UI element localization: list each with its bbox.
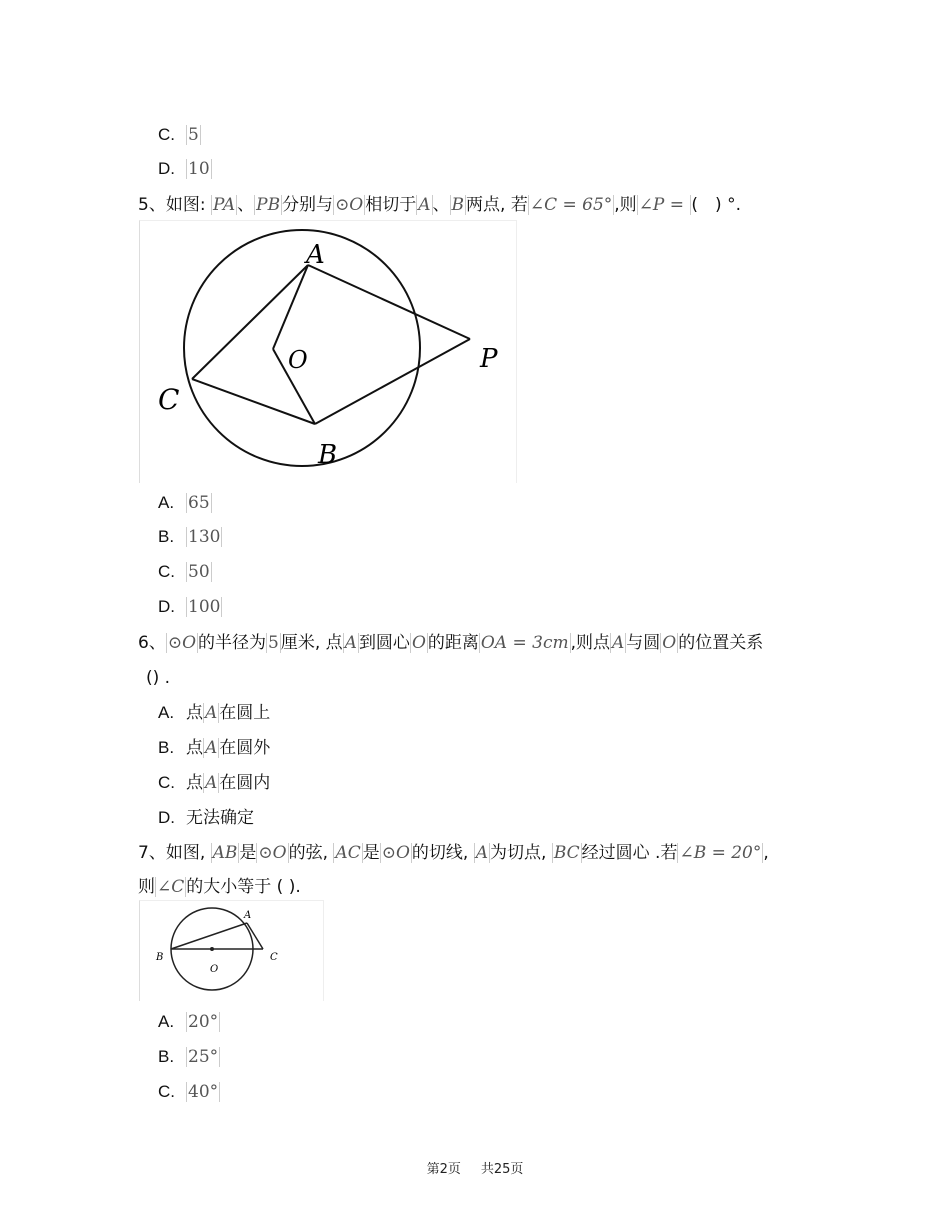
text: 相切于 <box>365 195 417 215</box>
q7-tangent-ac <box>247 923 263 949</box>
q7-figure <box>139 900 324 1001</box>
text: 与圆 <box>626 633 661 653</box>
page-total: 共25页 <box>480 1162 524 1177</box>
q7-stem <box>138 842 769 864</box>
option-value: 100 <box>188 597 221 617</box>
text: 是 <box>239 843 257 863</box>
option-value: 50 <box>188 562 210 582</box>
text: 点 <box>186 738 203 758</box>
q5-tangent-pa <box>308 265 470 339</box>
option-letter: C. <box>158 1082 175 1101</box>
q4-option-c <box>158 124 201 146</box>
q5-stem <box>138 194 741 216</box>
q7-label-c: C <box>270 952 278 963</box>
math: A <box>475 843 488 863</box>
math: O <box>662 633 677 653</box>
text: 到圆心 <box>358 633 410 653</box>
q7-center-dot <box>210 947 214 951</box>
text: 在圆外 <box>219 738 271 758</box>
text: ,则 <box>614 195 637 215</box>
option-letter: B. <box>158 1047 175 1066</box>
q5-label-o: O <box>288 346 308 374</box>
option-letter: A. <box>158 1012 175 1031</box>
math: ∠B = 20° <box>679 843 762 863</box>
q7-option-b <box>158 1046 220 1068</box>
text: 的切线, <box>411 843 474 863</box>
option-letter: C. <box>158 562 175 581</box>
q6-option-d <box>158 807 254 829</box>
math: ⊙O <box>335 195 364 215</box>
q5-radius-oa <box>273 265 308 349</box>
option-letter: D. <box>158 597 175 616</box>
q6-number: 6、 <box>138 633 166 653</box>
q5-diagram <box>140 221 516 483</box>
q7-option-a <box>158 1011 220 1033</box>
math: ⊙O <box>258 843 287 863</box>
text: ,则点 <box>570 633 611 653</box>
option-letter: D. <box>158 159 175 178</box>
option-letter: A. <box>158 493 175 512</box>
option-value: 20° <box>188 1012 219 1032</box>
text: 在圆上 <box>219 703 271 723</box>
q5-label-b: B <box>318 440 338 470</box>
q5-label-c: C <box>158 383 180 416</box>
q5-tangent-pb <box>315 339 470 424</box>
text: 如图, <box>165 843 211 863</box>
page-number: 第2页 <box>426 1162 461 1177</box>
option-letter: B. <box>158 738 175 757</box>
q7-number: 7、 <box>138 843 166 863</box>
math: ∠C = 65° <box>529 195 613 215</box>
math: ∠C <box>157 877 185 897</box>
text: 为切点, <box>490 843 552 863</box>
text: 、 <box>432 195 450 215</box>
q5-label-p: P <box>480 344 498 374</box>
math: A <box>344 633 357 653</box>
q6-stem <box>138 632 763 654</box>
math: AC <box>335 843 361 863</box>
q6-stem-line2 <box>146 667 170 689</box>
math: A <box>205 738 218 758</box>
option-value: 25° <box>188 1047 219 1067</box>
option-letter: C. <box>158 773 175 792</box>
text: () . <box>146 668 171 688</box>
option-letter: D. <box>158 808 175 827</box>
q5-number: 5、 <box>138 195 166 215</box>
text: 两点, 若 <box>466 195 528 215</box>
q7-stem-line2 <box>138 876 301 898</box>
math: ⊙O <box>381 843 410 863</box>
text: 在圆内 <box>219 773 271 793</box>
text: 分别与 <box>282 195 334 215</box>
text: 的半径为 <box>198 633 267 653</box>
q7-label-o: O <box>210 964 219 975</box>
math: O <box>411 633 426 653</box>
q6-option-b <box>158 737 270 759</box>
q4-option-d <box>158 158 212 180</box>
math: OA = 3cm <box>480 633 569 653</box>
text: 是 <box>362 843 380 863</box>
q7-label-a: A <box>244 910 252 921</box>
option-letter: B. <box>158 527 175 546</box>
option-value: 10 <box>188 159 210 179</box>
q7-diagram <box>140 901 323 1001</box>
text: 厘米, 点 <box>280 633 343 653</box>
option-value: 5 <box>188 125 199 145</box>
math: A <box>205 703 218 723</box>
option-value: 65 <box>188 493 210 513</box>
math: A <box>612 633 625 653</box>
text: , <box>763 843 769 863</box>
option-value: 40° <box>188 1082 219 1102</box>
math: A <box>205 773 218 793</box>
text: 点 <box>186 703 203 723</box>
q7-option-c <box>158 1081 220 1103</box>
text: 、 <box>237 195 255 215</box>
math: ∠P = <box>638 195 690 215</box>
text: 则 <box>138 877 155 897</box>
text: ( ) °. <box>691 195 741 215</box>
q5-figure <box>139 220 517 483</box>
text: 的位置关系 <box>678 633 764 653</box>
math: 5 <box>268 633 279 653</box>
q7-chord-ab <box>171 923 247 949</box>
q7-label-b: B <box>156 952 164 963</box>
q5-option-c <box>158 561 212 583</box>
text: 无法确定 <box>186 808 254 828</box>
q5-label-a: A <box>306 240 325 270</box>
math: BC <box>553 843 580 863</box>
option-letter: A. <box>158 703 175 722</box>
q5-option-a <box>158 492 212 514</box>
text: 的大小等于 ( ). <box>186 877 301 897</box>
q6-option-a <box>158 702 270 724</box>
text: 点 <box>186 773 203 793</box>
option-letter: C. <box>158 125 175 144</box>
page-footer <box>0 1158 950 1177</box>
math: AB <box>212 843 238 863</box>
math: PB <box>256 195 281 215</box>
text: 的弦, <box>288 843 334 863</box>
math: A <box>418 195 431 215</box>
math: ⊙O <box>167 633 197 653</box>
text: 经过圆心 .若 <box>581 843 678 863</box>
q5-option-b <box>158 526 222 548</box>
text: 的距离 <box>427 633 479 653</box>
q5-chord-cb <box>192 379 315 424</box>
math: B <box>451 195 465 215</box>
math: PA <box>212 195 236 215</box>
q5-option-d <box>158 596 222 618</box>
q6-option-c <box>158 772 270 794</box>
text: 如图: <box>165 195 211 215</box>
option-value: 130 <box>188 527 221 547</box>
